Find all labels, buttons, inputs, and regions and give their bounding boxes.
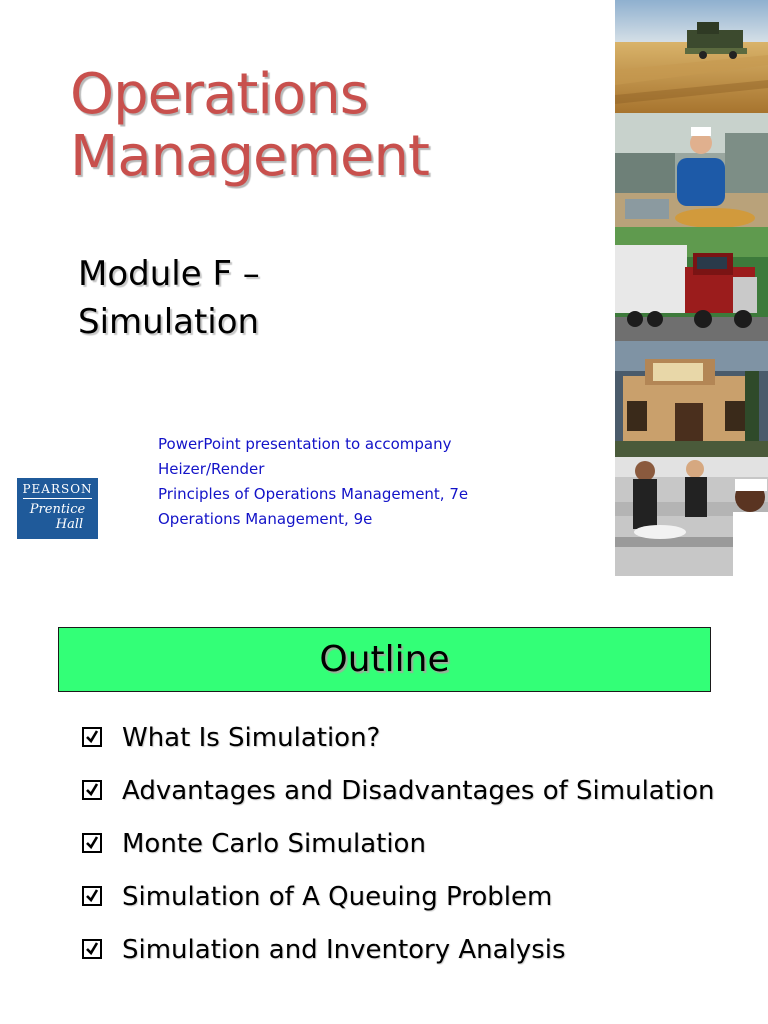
logo-word: PEARSON <box>22 482 93 496</box>
outline-item-5: Simulation and Inventory Analysis <box>122 935 566 965</box>
title-line-2: Management <box>70 124 429 189</box>
outline-item-1: What Is Simulation? <box>122 723 381 753</box>
logo-line-2: Hall <box>55 517 84 532</box>
waiters-photo <box>615 457 768 576</box>
pearson-prentice-hall-logo <box>17 478 98 539</box>
checkbox-icon <box>82 780 102 800</box>
list-item <box>80 878 720 916</box>
outline-header <box>58 627 711 692</box>
list-item <box>80 825 720 863</box>
photo-strip <box>615 0 768 576</box>
page-title <box>70 64 429 188</box>
outline-item-2: Advantages and Disadvantages of Simulation <box>122 776 715 806</box>
outline-item-4: Simulation of A Queuing Problem <box>122 882 553 912</box>
food-worker-photo <box>615 113 768 227</box>
checkbox-icon <box>82 886 102 906</box>
subtitle-line-1: Module F – <box>78 254 260 294</box>
checkbox-icon <box>82 833 102 853</box>
title-line-1: Operations <box>70 62 368 127</box>
logo-rule <box>23 498 92 499</box>
list-item <box>80 772 720 810</box>
note-line-3: Principles of Operations Management, 7e <box>158 485 469 503</box>
outline-slide <box>0 596 768 1024</box>
subtitle-line-2: Simulation <box>78 302 260 342</box>
checkbox-icon <box>82 727 102 747</box>
restaurant-photo <box>615 341 768 457</box>
note-line-2: Heizer/Render <box>158 460 265 478</box>
wheat-harvest-photo <box>615 0 768 113</box>
outline-item-3: Monte Carlo Simulation <box>122 829 426 859</box>
presentation-note <box>158 432 468 532</box>
list-item <box>80 719 720 757</box>
semi-truck-photo <box>615 227 768 341</box>
outline-list <box>80 719 720 984</box>
note-line-4: Operations Management, 9e <box>158 510 373 528</box>
list-item <box>80 931 720 969</box>
logo-line-1: Prentice <box>29 502 86 517</box>
checkbox-icon <box>82 939 102 959</box>
subtitle <box>78 250 260 346</box>
outline-title: Outline <box>319 639 450 680</box>
note-line-1: PowerPoint presentation to accompany <box>158 435 452 453</box>
